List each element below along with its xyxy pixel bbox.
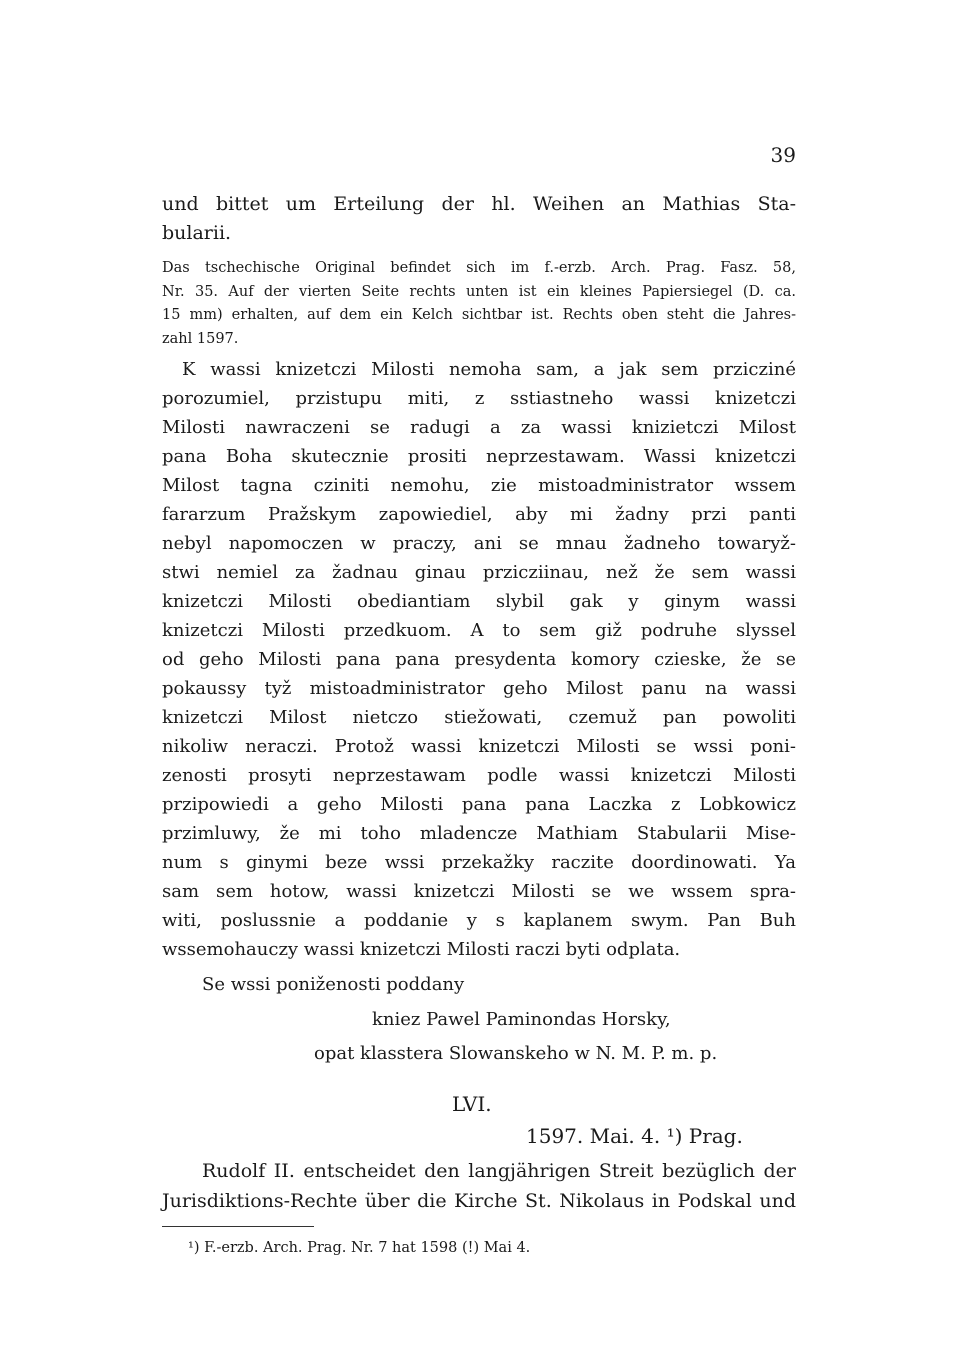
body-line: porozumiel, przistupu miti, z sstiastneho wassi knizetczi bbox=[162, 388, 796, 409]
regest-line: Rudolf II. entscheidet den langjährigen Streit bezüglich der bbox=[202, 1160, 796, 1182]
body-line: pana Boha skutecznie prositi neprzestawam. Wassi knizetczi bbox=[162, 446, 796, 467]
document-number: LVI. bbox=[452, 1092, 492, 1116]
body-line: nikoliw neraczi. Protož wassi knizetczi Milosti se wssi poni- bbox=[162, 736, 796, 757]
body-line: wssemohauczy wassi knizetczi Milosti raczi byti odplata. bbox=[162, 939, 681, 960]
document-date: 1597. Mai. 4. ¹) Prag. bbox=[526, 1124, 743, 1148]
footnote-divider bbox=[162, 1226, 314, 1227]
closing-line: Se wssi poniženosti poddany bbox=[202, 974, 465, 995]
note-line: Nr. 35. Auf der vierten Seite rechts unten ist ein kleines Papiersiegel (D. ca. bbox=[162, 284, 796, 300]
body-line: num s ginymi beze wssi przekažky raczite doordinowati. Ya bbox=[162, 852, 796, 873]
body-line: sam sem hotow, wassi knizetczi Milosti se we wssem spra- bbox=[162, 881, 796, 902]
note-line: Das tschechische Original befindet sich im f.-erzb. Arch. Prag. Fasz. 58, bbox=[162, 260, 796, 276]
body-line: nebyl napomoczen w praczy, ani se mnau žadneho towaryž- bbox=[162, 533, 796, 554]
regest-line: Jurisdiktions-Rechte über die Kirche St. Nikolaus in Podskal und bbox=[162, 1190, 796, 1212]
body-line: Milost tagna cziniti nemohu, zie mistoadministrator wssem bbox=[162, 475, 796, 496]
body-line: knizetczi Milosti przedkuom. A to sem giž podruhe slyssel bbox=[162, 620, 796, 641]
page-number: 39 bbox=[770, 143, 796, 167]
note-line: zahl 1597. bbox=[162, 331, 239, 347]
body-line: od geho Milosti pana pana presydenta komory czieske, že se bbox=[162, 649, 796, 670]
body-line: stwi nemiel za žadnau ginau przicziinau, než že sem wassi bbox=[162, 562, 796, 583]
closing-line: opat klasstera Slowanskeho w N. M. P. m. p. bbox=[314, 1043, 718, 1064]
closing-line: kniez Pawel Paminondas Horsky, bbox=[372, 1009, 671, 1030]
body-line: knizetczi Milost nietczo stiežowati, czemuž pan powoliti bbox=[162, 707, 796, 728]
footnote: ¹) F.-erzb. Arch. Prag. Nr. 7 hat 1598 (!) Mai 4. bbox=[188, 1240, 531, 1256]
body-line: zenosti prosyti neprzestawam podle wassi knizetczi Milosti bbox=[162, 765, 796, 786]
intro-line: und bittet um Erteilung der hl. Weihen an Mathias Sta- bbox=[162, 193, 796, 215]
body-line: knizetczi Milosti obediantiam slybil gak y ginym wassi bbox=[162, 591, 796, 612]
intro-line: bularii. bbox=[162, 222, 232, 244]
body-line: Milosti nawraczeni se radugi a za wassi knizietczi Milost bbox=[162, 417, 796, 438]
body-line: pokaussy tyž mistoadministrator geho Milost panu na wassi bbox=[162, 678, 796, 699]
note-line: 15 mm) erhalten, auf dem ein Kelch sichtbar ist. Rechts oben steht die Jahres- bbox=[162, 307, 796, 323]
body-line: witi, poslussnie a poddanie y s kaplanem swym. Pan Buh bbox=[162, 910, 796, 931]
body-line: przipowiedi a geho Milosti pana pana Laczka z Lobkowicz bbox=[162, 794, 796, 815]
body-line: przimluwy, že mi toho mladencze Mathiam Stabularii Mise- bbox=[162, 823, 796, 844]
body-line: fararzum Pražskym zapowiediel, aby mi žadny przi panti bbox=[162, 504, 796, 525]
body-line: K wassi knizetczi Milosti nemoha sam, a jak sem przicziné bbox=[182, 359, 796, 380]
